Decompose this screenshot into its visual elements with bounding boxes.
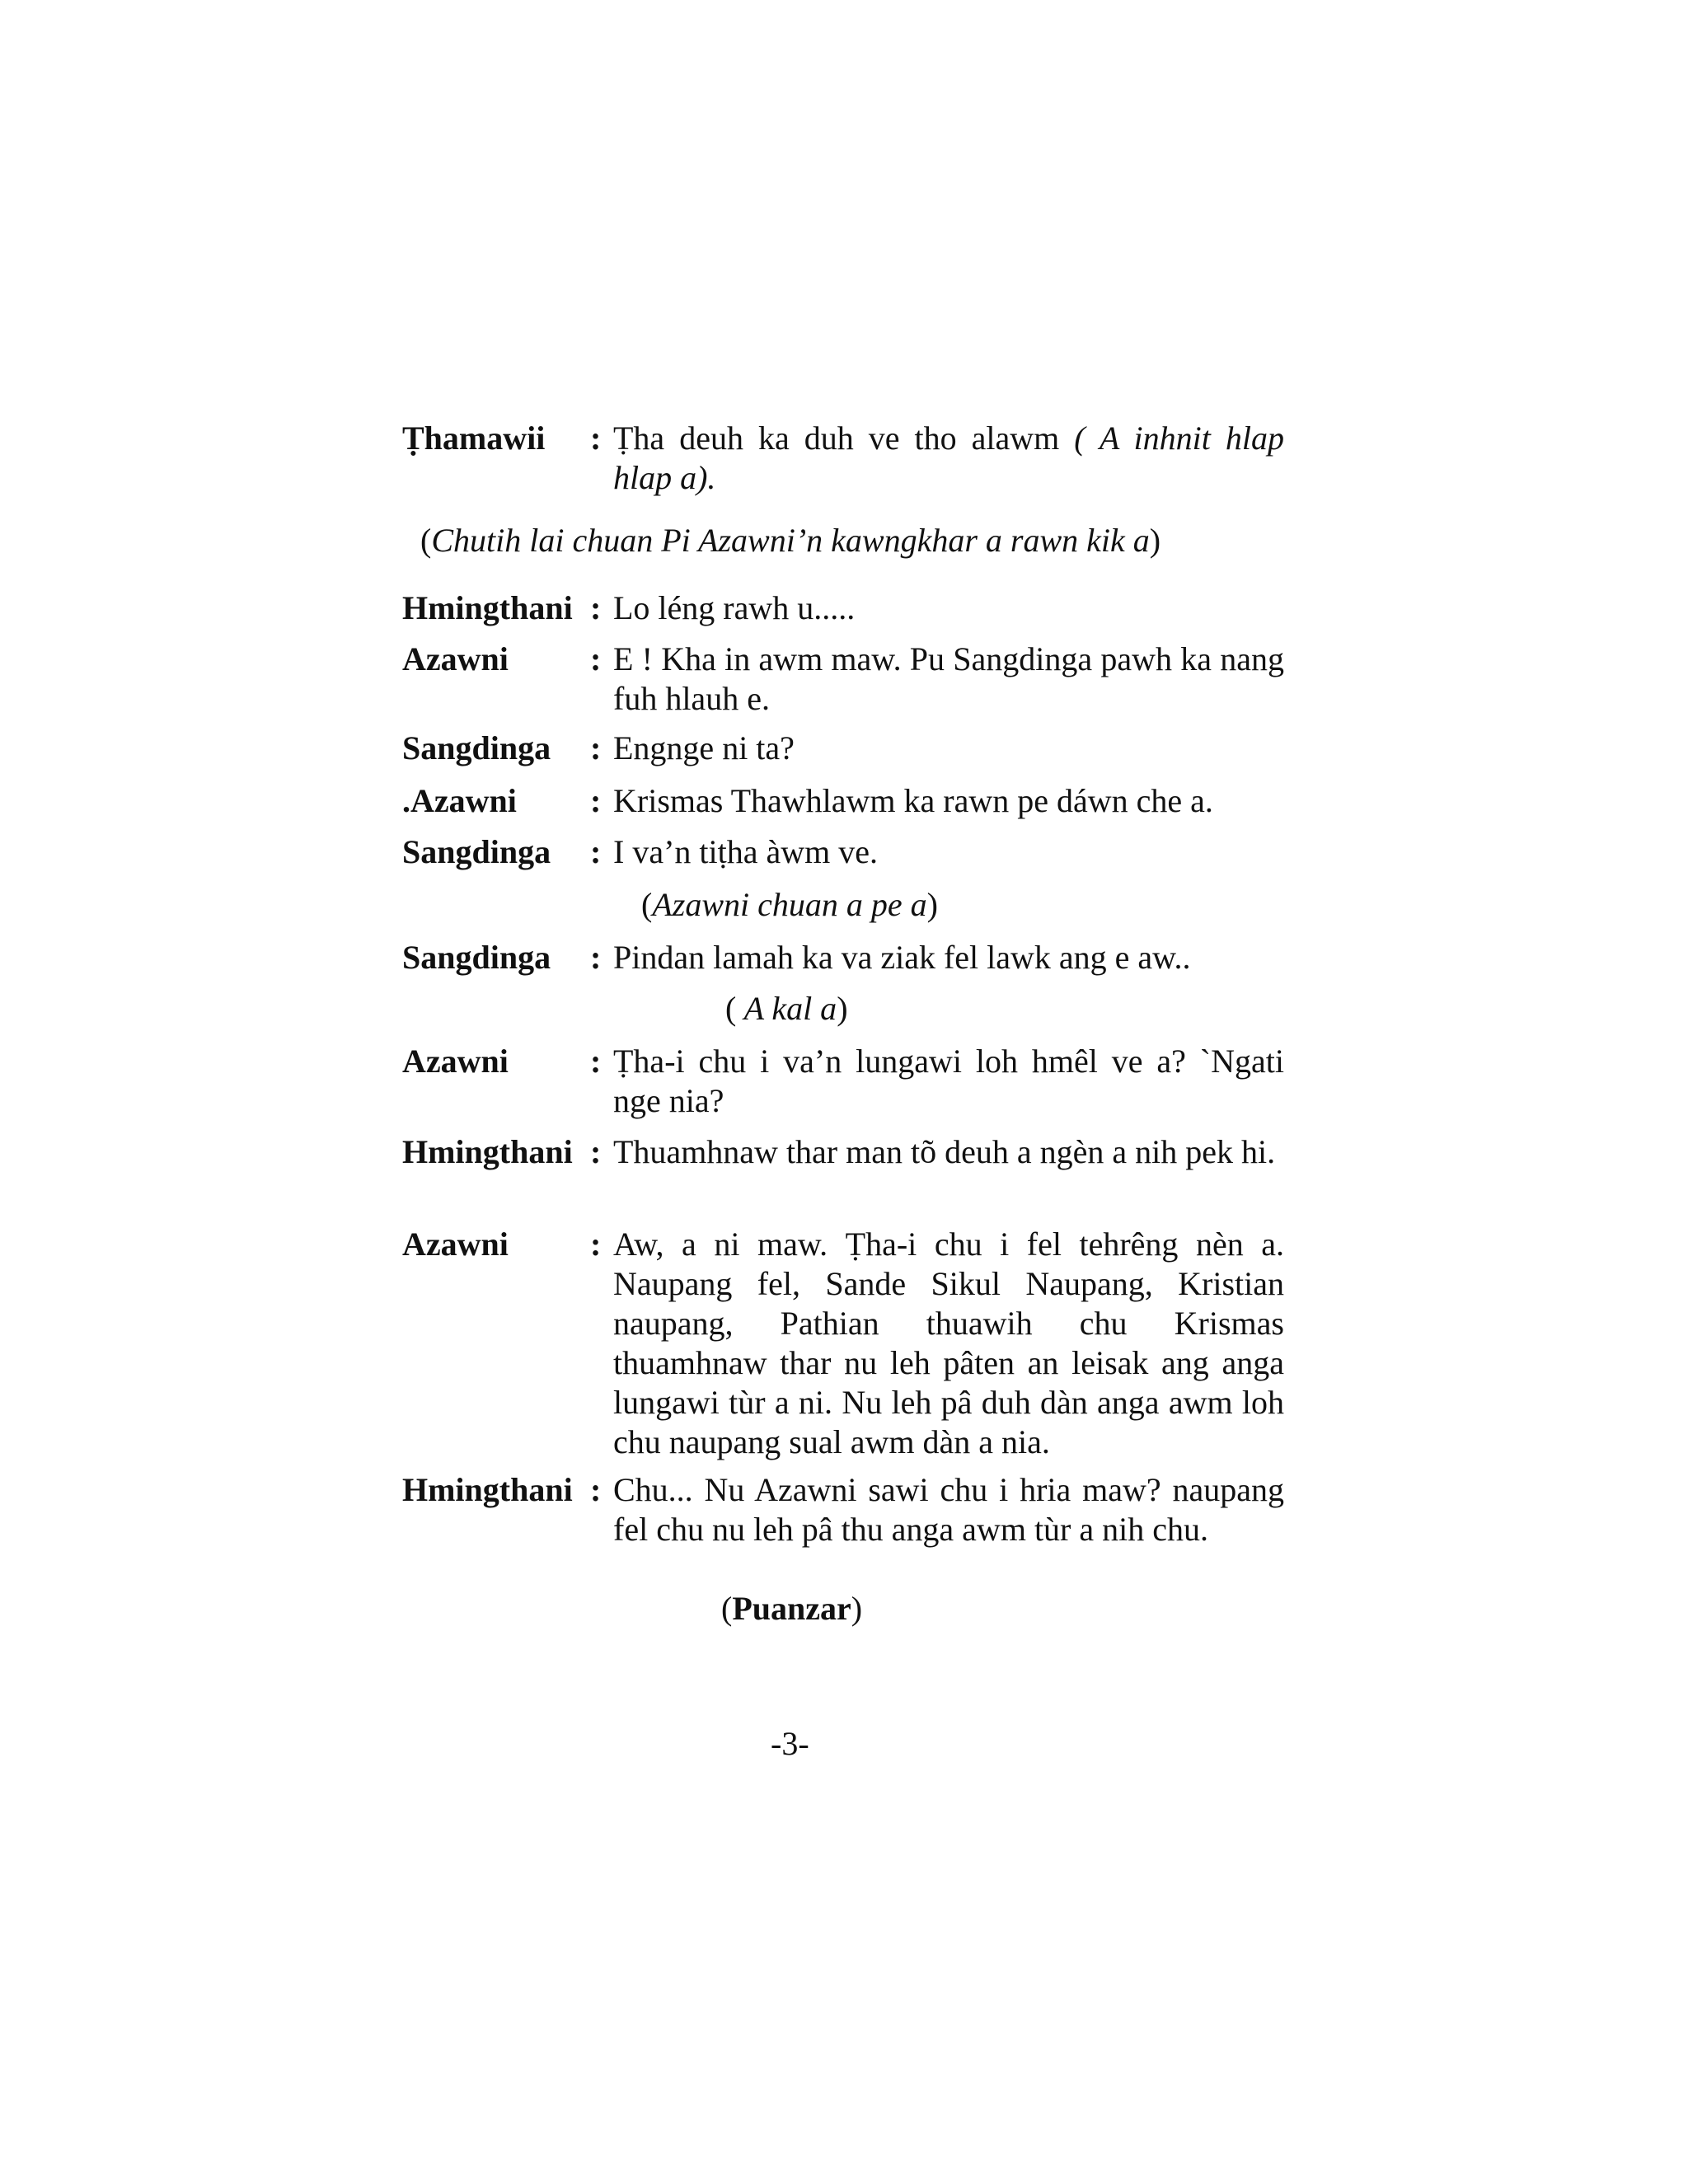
- speech-text: Krismas Thawhlawm ka rawn pe dáwn che a.: [613, 782, 1213, 819]
- colon: :: [590, 640, 602, 677]
- speech-text: Aw, a ni maw. Ṭha-i chu i fel tehrêng nèn a. Naupang fel, Sande Sikul Naupang, Kristian naupang, Pathian thuawih chu Krismas thuamhnaw thar nu leh pâten an leisak ang anga lungawi tùr a ni. Nu leh pâ duh dàn anga awm loh chu naupang sual awm dàn a nia.: [613, 1226, 1284, 1460]
- speaker-name: Azawni: [402, 1226, 509, 1263]
- speech-main: Ṭha deuh ka duh ve tho alawm: [613, 419, 1060, 457]
- colon: :: [590, 729, 602, 766]
- speaker-name: Hmingthani: [402, 1471, 573, 1508]
- stage-direction-text: A kal a: [736, 990, 837, 1027]
- colon: :: [590, 1471, 602, 1508]
- speaker-name: Ṭhamawii: [402, 419, 546, 457]
- colon: :: [590, 1133, 602, 1170]
- stage-direction-text: Chutih lai chuan Pi Azawni’n kawngkhar a rawn kik a: [431, 522, 1150, 559]
- colon: :: [590, 833, 602, 870]
- stage-direction: ( A kal a): [725, 990, 848, 1027]
- dialogue-line-sangdinga: [402, 938, 1284, 977]
- colon: :: [590, 782, 602, 819]
- scene-end-marker: (Puanzar): [721, 1590, 863, 1627]
- speech-text: Thuamhnaw thar man tõ deuh a ngèn a nih pek hi.: [613, 1133, 1276, 1170]
- dialogue-line-hmingthani: [402, 1132, 1284, 1172]
- colon: :: [590, 1226, 602, 1263]
- colon: :: [590, 419, 602, 457]
- speaker-name: .Azawni: [402, 782, 517, 819]
- dialogue-line-azawni: [402, 1042, 1284, 1121]
- speaker-name: Hmingthani: [402, 1133, 573, 1170]
- speech-text: I va’n tiṭha àwm ve.: [613, 833, 878, 870]
- speaker-name: Sangdinga: [402, 833, 551, 870]
- speech-text: [607, 419, 1284, 498]
- colon: :: [590, 939, 602, 976]
- speech-text: Lo léng rawh u.....: [613, 589, 856, 626]
- speech-text: Engnge ni ta?: [613, 729, 795, 766]
- speech-text: Ṭha-i chu i va’n lungawi loh hmêl ve a? `Ngati nge nia?: [613, 1043, 1284, 1119]
- dialogue-line-azawni: [402, 640, 1284, 719]
- speaker-name: Azawni: [402, 640, 509, 677]
- colon: :: [590, 589, 602, 626]
- page-number: -3-: [771, 1725, 809, 1762]
- dialogue-line-azawni: [402, 781, 1284, 821]
- speech-text: Chu... Nu Azawni sawi chu i hria maw? naupang fel chu nu leh pâ thu anga awm tùr a nih chu.: [613, 1471, 1284, 1548]
- speech-text: E ! Kha in awm maw. Pu Sangdinga pawh ka nang fuh hlauh e.: [613, 640, 1284, 717]
- dialogue-line-sangdinga: [402, 729, 1284, 768]
- inline-stage-direction: ( A inhnit hlap hlap a).: [613, 419, 1285, 496]
- stage-direction: (Azawni chuan a pe a): [641, 886, 938, 923]
- scene-end-text: Puanzar: [732, 1590, 851, 1627]
- stage-direction: (Chutih lai chuan Pi Azawni’n kawngkhar a rawn kik a): [420, 522, 1161, 559]
- speaker-name: Azawni: [402, 1043, 509, 1080]
- speaker-name: Hmingthani: [402, 589, 573, 626]
- speaker-name: Sangdinga: [402, 939, 551, 976]
- dialogue-line-hmingthani: [402, 588, 1284, 628]
- speech-text: Pindan lamah ka va ziak fel lawk ang e aw..: [613, 939, 1191, 976]
- dialogue-line-azawni: [402, 1225, 1284, 1462]
- dialogue-line-thamawii: [402, 419, 1284, 498]
- colon: :: [590, 1043, 602, 1080]
- stage-direction-text: Azawni chuan a pe a: [652, 886, 927, 923]
- dialogue-line-sangdinga: [402, 832, 1284, 872]
- speaker-name: Sangdinga: [402, 729, 551, 766]
- dialogue-line-hmingthani: [402, 1470, 1284, 1549]
